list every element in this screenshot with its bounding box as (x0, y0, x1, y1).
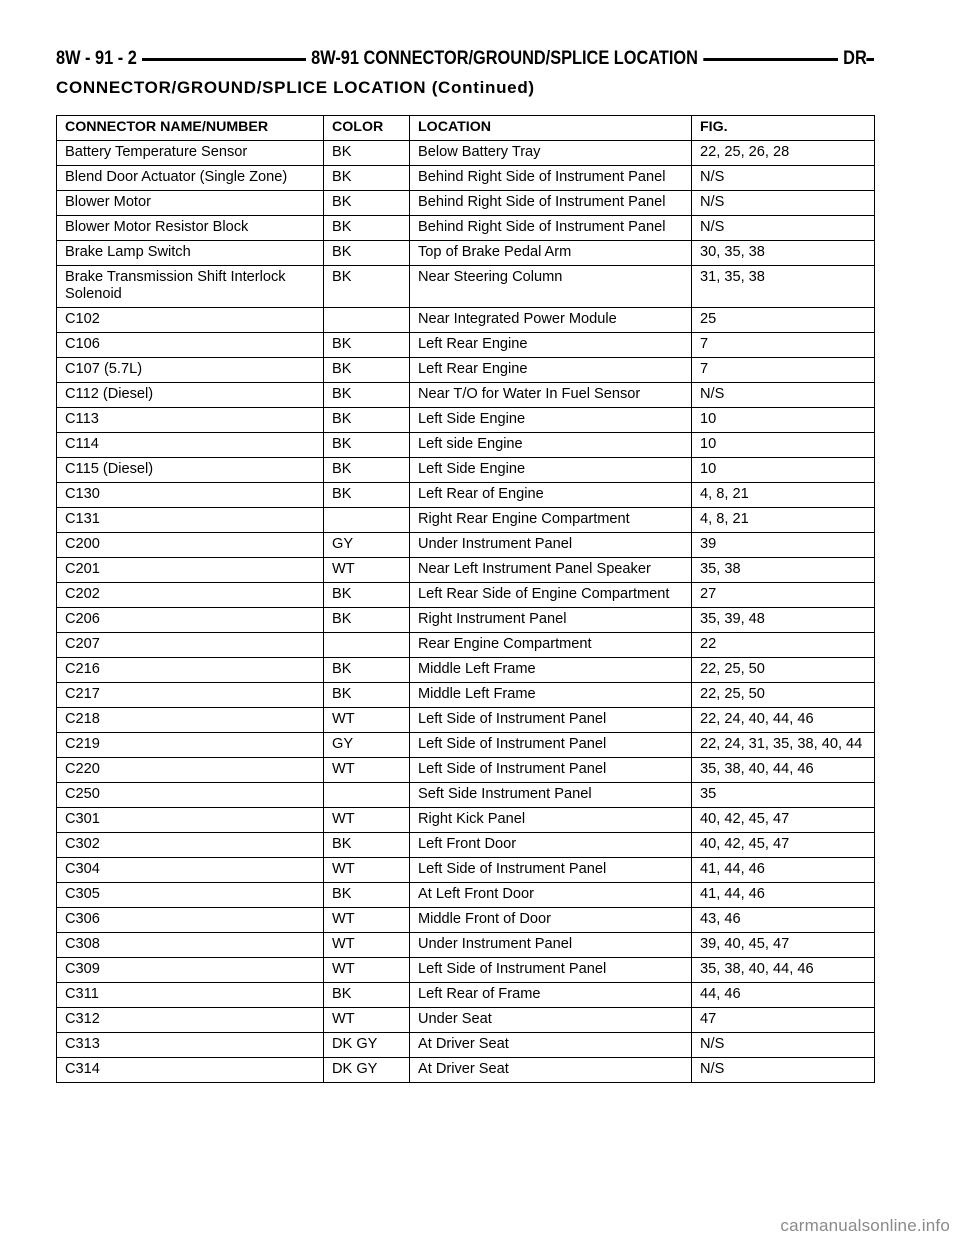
cell-location: Middle Front of Door (410, 908, 692, 933)
cell-connector: C202 (57, 583, 324, 608)
column-header-color: COLOR (324, 116, 410, 141)
cell-connector: C250 (57, 783, 324, 808)
table-row (57, 358, 875, 383)
cell-fig: N/S (692, 1058, 875, 1083)
cell-connector: C313 (57, 1033, 324, 1058)
cell-color: GY (324, 533, 410, 558)
cell-color: WT (324, 933, 410, 958)
page-number: 8W - 91 - 2 (56, 48, 142, 70)
cell-color: BK (324, 883, 410, 908)
connector-location-table (56, 115, 875, 1083)
cell-location: Near Steering Column (410, 266, 692, 308)
cell-location: Left Rear of Frame (410, 983, 692, 1008)
cell-fig: 22 (692, 633, 875, 658)
table-row (57, 508, 875, 533)
table-row (57, 783, 875, 808)
cell-location: Left Side of Instrument Panel (410, 958, 692, 983)
cell-location: Left Rear of Engine (410, 483, 692, 508)
table-row (57, 658, 875, 683)
table-row (57, 858, 875, 883)
cell-connector: C305 (57, 883, 324, 908)
cell-location: Left Front Door (410, 833, 692, 858)
cell-location: Left Side of Instrument Panel (410, 758, 692, 783)
cell-fig: 44, 46 (692, 983, 875, 1008)
cell-color: BK (324, 658, 410, 683)
cell-location: At Driver Seat (410, 1058, 692, 1083)
table-row (57, 558, 875, 583)
cell-location: Right Instrument Panel (410, 608, 692, 633)
page-title: CONNECTOR/GROUND/SPLICE LOCATION (Continued) (56, 78, 535, 97)
cell-color: BK (324, 433, 410, 458)
cell-connector: C113 (57, 408, 324, 433)
cell-connector: C217 (57, 683, 324, 708)
cell-connector: C114 (57, 433, 324, 458)
cell-fig: 4, 8, 21 (692, 483, 875, 508)
cell-fig: 47 (692, 1008, 875, 1033)
cell-connector: C301 (57, 808, 324, 833)
cell-color (324, 508, 410, 533)
cell-fig: 4, 8, 21 (692, 508, 875, 533)
cell-connector: C304 (57, 858, 324, 883)
table-row (57, 483, 875, 508)
cell-connector: C207 (57, 633, 324, 658)
cell-location: Middle Left Frame (410, 658, 692, 683)
cell-connector: C314 (57, 1058, 324, 1083)
cell-fig: 10 (692, 408, 875, 433)
cell-connector: C130 (57, 483, 324, 508)
cell-color: BK (324, 608, 410, 633)
table-row (57, 883, 875, 908)
cell-color: WT (324, 708, 410, 733)
cell-connector: Brake Lamp Switch (57, 241, 324, 266)
cell-location: Near T/O for Water In Fuel Sensor (410, 383, 692, 408)
table-row (57, 333, 875, 358)
table-row (57, 1008, 875, 1033)
cell-color: BK (324, 383, 410, 408)
cell-color: BK (324, 216, 410, 241)
table-body (57, 141, 875, 1083)
cell-fig: N/S (692, 191, 875, 216)
cell-color: DK GY (324, 1058, 410, 1083)
table-row (57, 241, 875, 266)
cell-color: BK (324, 458, 410, 483)
cell-location: Behind Right Side of Instrument Panel (410, 191, 692, 216)
table-row (57, 1058, 875, 1083)
cell-color: GY (324, 733, 410, 758)
cell-color: BK (324, 483, 410, 508)
cell-fig: 22, 25, 26, 28 (692, 141, 875, 166)
cell-fig: 39, 40, 45, 47 (692, 933, 875, 958)
cell-location: Left Rear Engine (410, 333, 692, 358)
table-row (57, 266, 875, 308)
table-row (57, 308, 875, 333)
cell-connector: C216 (57, 658, 324, 683)
cell-location: Top of Brake Pedal Arm (410, 241, 692, 266)
cell-color (324, 308, 410, 333)
cell-connector: Brake Transmission Shift Interlock Solenoid (57, 266, 324, 308)
cell-fig: 35, 38 (692, 558, 875, 583)
cell-connector: Battery Temperature Sensor (57, 141, 324, 166)
column-header-connector: CONNECTOR NAME/NUMBER (57, 116, 324, 141)
cell-location: Right Kick Panel (410, 808, 692, 833)
cell-location: Under Seat (410, 1008, 692, 1033)
page-header (56, 44, 874, 74)
table-row (57, 808, 875, 833)
cell-color: BK (324, 983, 410, 1008)
cell-location: Middle Left Frame (410, 683, 692, 708)
table-row (57, 708, 875, 733)
cell-connector: C302 (57, 833, 324, 858)
cell-location: Left Side of Instrument Panel (410, 708, 692, 733)
cell-location: Near Integrated Power Module (410, 308, 692, 333)
table-row (57, 733, 875, 758)
cell-color: BK (324, 408, 410, 433)
cell-connector: C131 (57, 508, 324, 533)
table-row (57, 1033, 875, 1058)
cell-fig: 40, 42, 45, 47 (692, 833, 875, 858)
cell-location: Under Instrument Panel (410, 933, 692, 958)
cell-fig: 25 (692, 308, 875, 333)
cell-connector: Blend Door Actuator (Single Zone) (57, 166, 324, 191)
table-row (57, 683, 875, 708)
cell-location: Rear Engine Compartment (410, 633, 692, 658)
table-row (57, 191, 875, 216)
cell-connector: C219 (57, 733, 324, 758)
cell-fig: 31, 35, 38 (692, 266, 875, 308)
cell-connector: C306 (57, 908, 324, 933)
cell-connector: C220 (57, 758, 324, 783)
cell-fig: 10 (692, 433, 875, 458)
cell-connector: Blower Motor (57, 191, 324, 216)
table-row (57, 583, 875, 608)
table-row (57, 216, 875, 241)
cell-color: BK (324, 333, 410, 358)
cell-color: WT (324, 858, 410, 883)
cell-fig: 7 (692, 358, 875, 383)
cell-location: Left Side Engine (410, 408, 692, 433)
cell-fig: 35 (692, 783, 875, 808)
cell-fig: N/S (692, 1033, 875, 1058)
cell-connector: C106 (57, 333, 324, 358)
cell-color: BK (324, 166, 410, 191)
cell-connector: C311 (57, 983, 324, 1008)
cell-location: Behind Right Side of Instrument Panel (410, 166, 692, 191)
cell-location: Left Side of Instrument Panel (410, 733, 692, 758)
cell-connector: C218 (57, 708, 324, 733)
table-row (57, 958, 875, 983)
table-row (57, 166, 875, 191)
table-row (57, 458, 875, 483)
cell-connector: C102 (57, 308, 324, 333)
cell-location: Left side Engine (410, 433, 692, 458)
cell-fig: 41, 44, 46 (692, 883, 875, 908)
table-row (57, 933, 875, 958)
cell-fig: N/S (692, 383, 875, 408)
cell-fig: 30, 35, 38 (692, 241, 875, 266)
cell-connector: C112 (Diesel) (57, 383, 324, 408)
cell-color: BK (324, 191, 410, 216)
cell-location: Left Rear Side of Engine Compartment (410, 583, 692, 608)
column-header-fig: FIG. (692, 116, 875, 141)
cell-color: WT (324, 758, 410, 783)
cell-fig: 22, 24, 31, 35, 38, 40, 44 (692, 733, 875, 758)
cell-connector: C200 (57, 533, 324, 558)
table-row (57, 833, 875, 858)
table-row (57, 758, 875, 783)
column-header-location: LOCATION (410, 116, 692, 141)
cell-connector: C308 (57, 933, 324, 958)
cell-connector: C206 (57, 608, 324, 633)
cell-color: BK (324, 266, 410, 308)
cell-color: WT (324, 558, 410, 583)
table-row (57, 383, 875, 408)
table-header-row (57, 116, 875, 141)
table-row (57, 908, 875, 933)
cell-connector: C201 (57, 558, 324, 583)
cell-connector: C107 (5.7L) (57, 358, 324, 383)
cell-fig: N/S (692, 166, 875, 191)
table-row (57, 141, 875, 166)
table-row (57, 608, 875, 633)
cell-color: DK GY (324, 1033, 410, 1058)
cell-fig: 35, 38, 40, 44, 46 (692, 758, 875, 783)
cell-fig: 39 (692, 533, 875, 558)
table-row (57, 533, 875, 558)
cell-location: Below Battery Tray (410, 141, 692, 166)
cell-color (324, 783, 410, 808)
cell-location: At Left Front Door (410, 883, 692, 908)
cell-location: Left Side of Instrument Panel (410, 858, 692, 883)
cell-color: BK (324, 141, 410, 166)
model-code: DR (838, 48, 867, 70)
table-row (57, 983, 875, 1008)
cell-connector: C115 (Diesel) (57, 458, 324, 483)
cell-fig: N/S (692, 216, 875, 241)
cell-location: Seft Side Instrument Panel (410, 783, 692, 808)
cell-color: BK (324, 241, 410, 266)
cell-fig: 35, 39, 48 (692, 608, 875, 633)
cell-fig: 10 (692, 458, 875, 483)
cell-fig: 43, 46 (692, 908, 875, 933)
cell-color: BK (324, 833, 410, 858)
cell-connector: C312 (57, 1008, 324, 1033)
cell-color: BK (324, 583, 410, 608)
cell-fig: 40, 42, 45, 47 (692, 808, 875, 833)
cell-location: Behind Right Side of Instrument Panel (410, 216, 692, 241)
cell-color: WT (324, 808, 410, 833)
cell-fig: 35, 38, 40, 44, 46 (692, 958, 875, 983)
cell-fig: 41, 44, 46 (692, 858, 875, 883)
cell-fig: 22, 25, 50 (692, 683, 875, 708)
cell-color: WT (324, 1008, 410, 1033)
table-row (57, 408, 875, 433)
cell-color: WT (324, 908, 410, 933)
cell-location: Left Rear Engine (410, 358, 692, 383)
cell-connector: Blower Motor Resistor Block (57, 216, 324, 241)
cell-location: Near Left Instrument Panel Speaker (410, 558, 692, 583)
cell-color: BK (324, 358, 410, 383)
cell-color (324, 633, 410, 658)
section-title: 8W-91 CONNECTOR/GROUND/SPLICE LOCATION (306, 48, 703, 70)
cell-color: WT (324, 958, 410, 983)
cell-location: Left Side Engine (410, 458, 692, 483)
cell-fig: 7 (692, 333, 875, 358)
watermark: carmanualsonline.info (780, 1216, 950, 1235)
cell-location: Under Instrument Panel (410, 533, 692, 558)
cell-fig: 22, 24, 40, 44, 46 (692, 708, 875, 733)
cell-fig: 27 (692, 583, 875, 608)
cell-location: Right Rear Engine Compartment (410, 508, 692, 533)
table-row (57, 633, 875, 658)
cell-fig: 22, 25, 50 (692, 658, 875, 683)
cell-location: At Driver Seat (410, 1033, 692, 1058)
table-row (57, 433, 875, 458)
cell-color: BK (324, 683, 410, 708)
cell-connector: C309 (57, 958, 324, 983)
